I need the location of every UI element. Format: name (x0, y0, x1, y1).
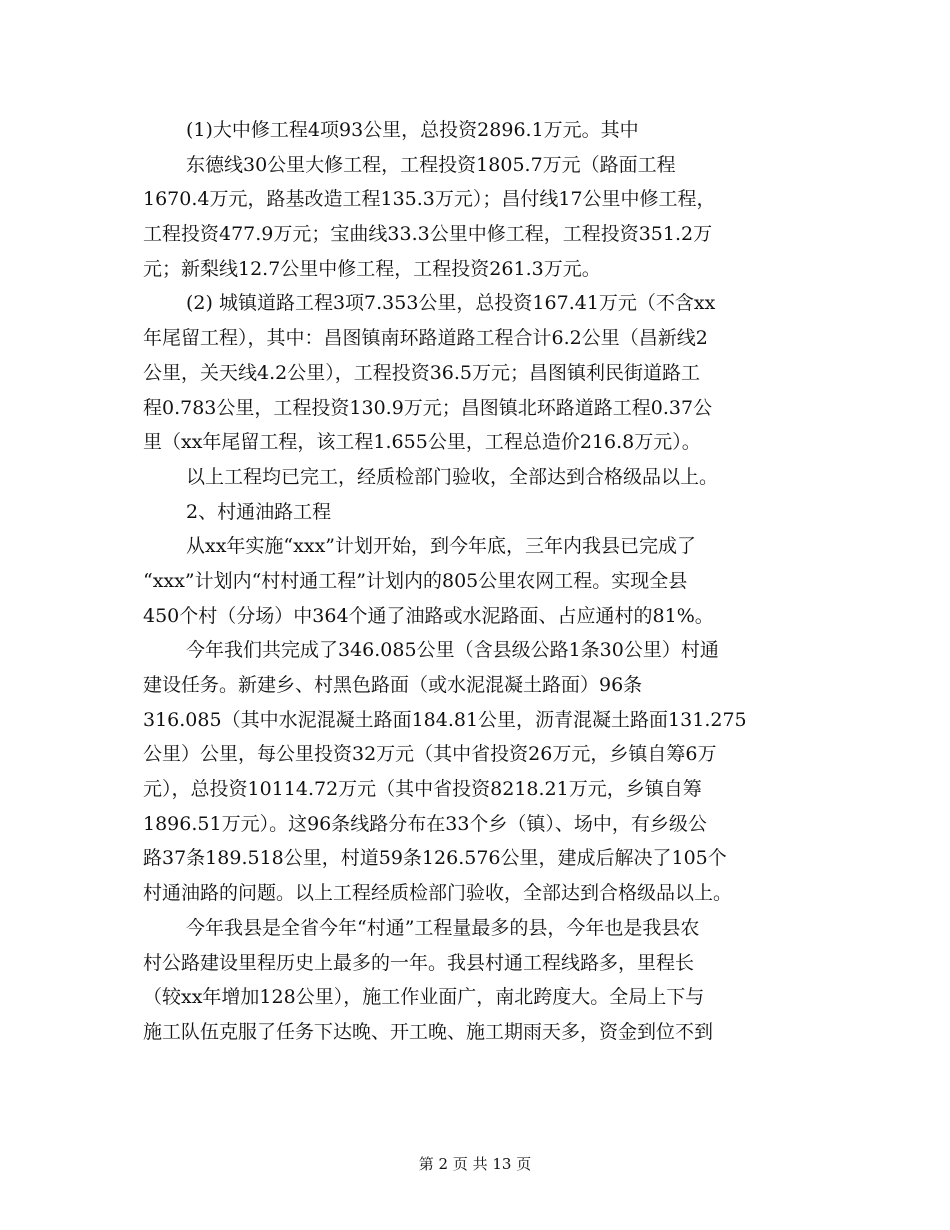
body-line: 以上工程均已完工，经质检部门验收，全部达到合格级品以上。 (186, 465, 719, 488)
section-heading: 2、村通油路工程 (186, 500, 332, 523)
body-line: 程0.783公里，工程投资130.9万元；昌图镇北环路道路工程0.37公 (143, 396, 713, 419)
body-line: 施工队伍克服了任务下达晚、开工晚、施工期雨天多，资金到位不到 (143, 1020, 714, 1043)
body-line: (1)大中修工程4项93公里，总投资2896.1万元。其中 (186, 119, 639, 141)
body-line: (2) 城镇道路工程3项7.353公里，总投资167.41万元（不含xx (186, 292, 716, 315)
body-line: 1670.4万元，路基改造工程135.3万元）；昌付线17公里中修工程， (143, 188, 716, 211)
body-line: 元；新梨线12.7公里中修工程，工程投资261.3万元。 (143, 257, 601, 280)
body-line: 元），总投资10114.72万元（其中省投资8218.21万元，乡镇自筹 (143, 778, 702, 801)
body-line: 村公路建设里程历史上最多的一年。我县村通工程线路多，里程长 (143, 951, 695, 974)
body-line: 公里）公里，每公里投资32万元（其中省投资26万元，乡镇自筹6万 (143, 743, 717, 766)
body-line: 东德线30公里大修工程，工程投资1805.7万元（路面工程 (186, 153, 676, 176)
body-line: 建设任务。新建乡、村黑色路面（或水泥混凝土路面）96条 (143, 674, 643, 696)
document-body (143, 113, 808, 1050)
body-line: 年尾留工程），其中：昌图镇南环路道路工程合计6.2公里（昌新线2 (143, 327, 708, 350)
body-line: （较xx年增加128公里），施工作业面广，南北跨度大。全局上下与 (143, 986, 705, 1009)
body-line: 村通油路的问题。以上工程经质检部门验收，全部达到合格级品以上。 (143, 882, 733, 905)
body-line: 450个村（分场）中364个通了油路或水泥路面、占应通村的81%。 (143, 604, 714, 627)
page-number: 第 2 页 共 13 页 (418, 1155, 532, 1173)
body-line: 里（xx年尾留工程，该工程1.655公里，工程总造价216.8万元）。 (143, 431, 701, 454)
body-line: 1896.51万元）。这96条线路分布在33个乡（镇）、场中，有乡级公 (143, 812, 707, 835)
body-line: 从xx年实施“xxx”计划开始，到今年底，三年内我县已完成了 (186, 535, 697, 558)
body-line: 今年我们共完成了346.085公里（含县级公路1条30公里）村通 (186, 639, 719, 662)
body-line: 工程投资477.9万元；宝曲线33.3公里中修工程，工程投资351.2万 (143, 223, 713, 246)
body-line: 今年我县是全省今年“村通”工程量最多的县，今年也是我县农 (186, 916, 700, 939)
body-line: “xxx”计划内“村村通工程”计划内的805公里农网工程。实现全县 (143, 569, 688, 592)
body-line: 316.085（其中水泥混凝土路面184.81公里，沥青混凝土路面131.275 (143, 708, 747, 731)
body-line: 路37条189.518公里，村道59条126.576公里，建成后解决了105个 (143, 847, 727, 870)
body-line: 公里，关天线4.2公里），工程投资36.5万元；昌图镇利民街道路工 (143, 361, 701, 384)
